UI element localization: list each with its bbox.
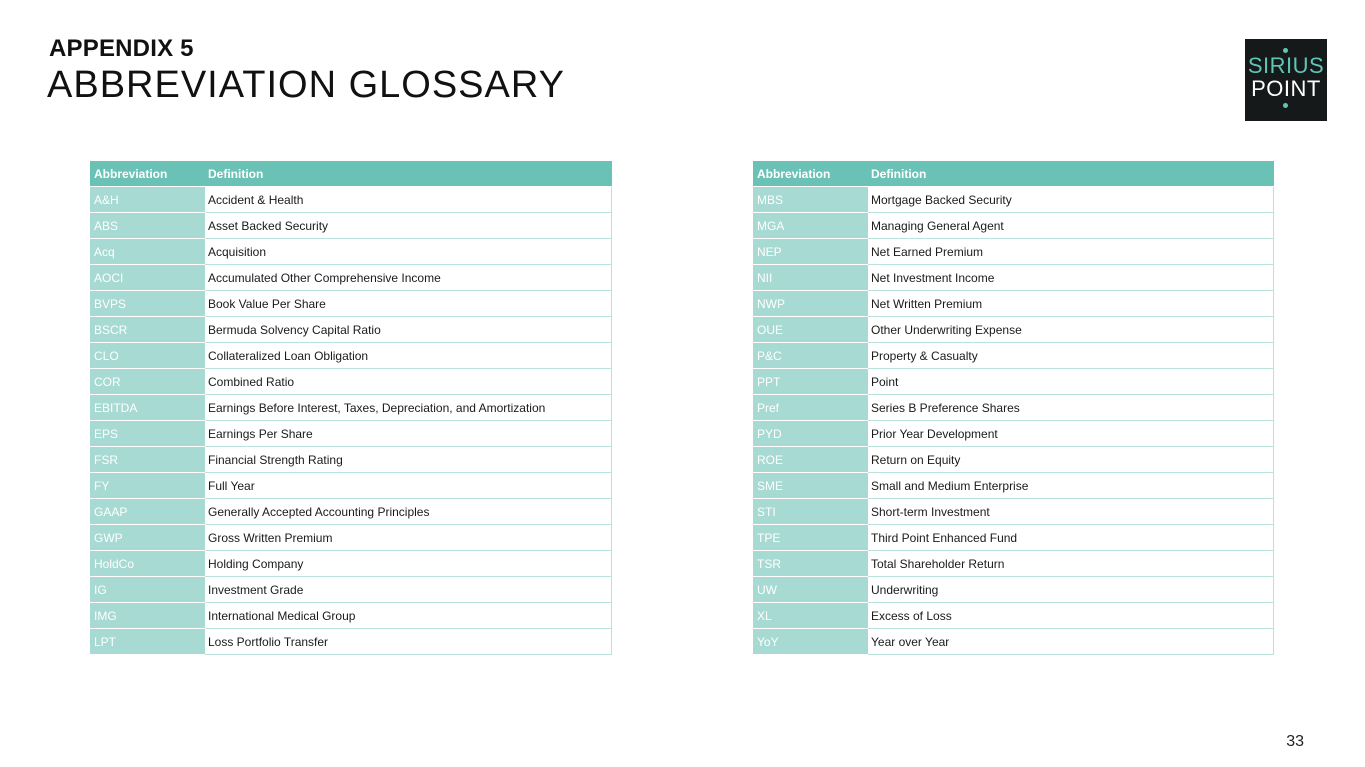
definition-cell: Collateralized Loan Obligation — [205, 343, 612, 369]
abbreviation-cell: TSR — [753, 551, 868, 577]
abbreviation-header: Abbreviation — [753, 161, 868, 187]
definition-cell: Loss Portfolio Transfer — [205, 629, 612, 655]
definition-cell: Accident & Health — [205, 187, 612, 213]
table-row — [90, 499, 612, 525]
table-row — [753, 421, 1274, 447]
logo-line-2: POINT — [1251, 76, 1321, 101]
abbreviation-cell: UW — [753, 577, 868, 603]
definition-cell: Net Earned Premium — [868, 239, 1274, 265]
abbreviation-cell: CLO — [90, 343, 205, 369]
table-row — [753, 525, 1274, 551]
sirius-point-logo — [1245, 39, 1327, 121]
glossary-table-right — [753, 161, 1274, 655]
table-header-row — [90, 161, 612, 187]
definition-cell: Gross Written Premium — [205, 525, 612, 551]
table-row — [753, 551, 1274, 577]
table-row — [90, 265, 612, 291]
abbreviation-cell: PYD — [753, 421, 868, 447]
abbreviation-cell: ABS — [90, 213, 205, 239]
logo-line-1: SIRIUS — [1247, 53, 1325, 78]
abbreviation-cell: AOCI — [90, 265, 205, 291]
appendix-label: APPENDIX 5 — [49, 35, 194, 62]
table-row — [90, 317, 612, 343]
abbreviation-cell: NWP — [753, 291, 868, 317]
definition-cell: Point — [868, 369, 1274, 395]
table-row — [753, 317, 1274, 343]
abbreviation-cell: MGA — [753, 213, 868, 239]
abbreviation-cell: GAAP — [90, 499, 205, 525]
table-row — [753, 629, 1274, 655]
definition-cell: Excess of Loss — [868, 603, 1274, 629]
table-row — [753, 291, 1274, 317]
abbreviation-cell: STI — [753, 499, 868, 525]
definition-cell: Earnings Per Share — [205, 421, 612, 447]
definition-header: Definition — [205, 161, 612, 187]
abbreviation-cell: FSR — [90, 447, 205, 473]
abbreviation-cell: BVPS — [90, 291, 205, 317]
definition-cell: Earnings Before Interest, Taxes, Depreciation, and Amortization — [205, 395, 612, 421]
definition-cell: Combined Ratio — [205, 369, 612, 395]
abbreviation-cell: SME — [753, 473, 868, 499]
abbreviation-cell: NEP — [753, 239, 868, 265]
abbreviation-cell: P&C — [753, 343, 868, 369]
definition-cell: Full Year — [205, 473, 612, 499]
definition-cell: Return on Equity — [868, 447, 1274, 473]
table-row — [90, 551, 612, 577]
abbreviation-cell: NII — [753, 265, 868, 291]
table-row — [753, 265, 1274, 291]
abbreviation-cell: EBITDA — [90, 395, 205, 421]
definition-cell: Other Underwriting Expense — [868, 317, 1274, 343]
abbreviation-cell: OUE — [753, 317, 868, 343]
definition-cell: Underwriting — [868, 577, 1274, 603]
table-row — [90, 629, 612, 655]
definition-cell: Net Investment Income — [868, 265, 1274, 291]
definition-cell: Mortgage Backed Security — [868, 187, 1274, 213]
definition-cell: Accumulated Other Comprehensive Income — [205, 265, 612, 291]
table-row — [90, 187, 612, 213]
table-row — [753, 447, 1274, 473]
definition-cell: Property & Casualty — [868, 343, 1274, 369]
table-row — [90, 421, 612, 447]
abbreviation-cell: ROE — [753, 447, 868, 473]
table-row — [90, 343, 612, 369]
definition-cell: Holding Company — [205, 551, 612, 577]
definition-cell: Year over Year — [868, 629, 1274, 655]
table-header-row — [753, 161, 1274, 187]
table-row — [753, 343, 1274, 369]
table-row — [90, 603, 612, 629]
definition-cell: International Medical Group — [205, 603, 612, 629]
table-row — [90, 473, 612, 499]
definition-cell: Book Value Per Share — [205, 291, 612, 317]
table-row — [90, 239, 612, 265]
abbreviation-cell: TPE — [753, 525, 868, 551]
table-row — [753, 577, 1274, 603]
definition-cell: Prior Year Development — [868, 421, 1274, 447]
definition-cell: Small and Medium Enterprise — [868, 473, 1274, 499]
abbreviation-cell: Acq — [90, 239, 205, 265]
table-row — [90, 447, 612, 473]
abbreviation-cell: HoldCo — [90, 551, 205, 577]
abbreviation-cell: COR — [90, 369, 205, 395]
abbreviation-cell: IMG — [90, 603, 205, 629]
definition-cell: Acquisition — [205, 239, 612, 265]
page-number: 33 — [1286, 733, 1304, 750]
definition-header: Definition — [868, 161, 1274, 187]
table-row — [90, 213, 612, 239]
abbreviation-cell: Pref — [753, 395, 868, 421]
definition-cell: Asset Backed Security — [205, 213, 612, 239]
definition-cell: Generally Accepted Accounting Principles — [205, 499, 612, 525]
abbreviation-cell: FY — [90, 473, 205, 499]
abbreviation-cell: YoY — [753, 629, 868, 655]
definition-cell: Bermuda Solvency Capital Ratio — [205, 317, 612, 343]
abbreviation-cell: XL — [753, 603, 868, 629]
table-row — [753, 213, 1274, 239]
definition-cell: Third Point Enhanced Fund — [868, 525, 1274, 551]
table-row — [753, 499, 1274, 525]
table-row — [90, 291, 612, 317]
definition-cell: Series B Preference Shares — [868, 395, 1274, 421]
abbreviation-cell: GWP — [90, 525, 205, 551]
definition-cell: Short-term Investment — [868, 499, 1274, 525]
abbreviation-cell: A&H — [90, 187, 205, 213]
table-row — [90, 369, 612, 395]
table-row — [753, 603, 1274, 629]
table-row — [753, 239, 1274, 265]
table-row — [90, 395, 612, 421]
table-row — [90, 525, 612, 551]
table-row — [753, 395, 1274, 421]
glossary-table-left — [90, 161, 612, 655]
definition-cell: Net Written Premium — [868, 291, 1274, 317]
definition-cell: Total Shareholder Return — [868, 551, 1274, 577]
abbreviation-cell: LPT — [90, 629, 205, 655]
logo-dot-bottom — [1283, 103, 1288, 108]
abbreviation-cell: BSCR — [90, 317, 205, 343]
abbreviation-cell: EPS — [90, 421, 205, 447]
table-row — [753, 473, 1274, 499]
table-row — [753, 369, 1274, 395]
definition-cell: Managing General Agent — [868, 213, 1274, 239]
abbreviation-cell: MBS — [753, 187, 868, 213]
abbreviation-cell: IG — [90, 577, 205, 603]
definition-cell: Financial Strength Rating — [205, 447, 612, 473]
abbreviation-cell: PPT — [753, 369, 868, 395]
table-row — [753, 187, 1274, 213]
table-row — [90, 577, 612, 603]
abbreviation-header: Abbreviation — [90, 161, 205, 187]
definition-cell: Investment Grade — [205, 577, 612, 603]
page-title: ABBREVIATION GLOSSARY — [47, 64, 565, 106]
